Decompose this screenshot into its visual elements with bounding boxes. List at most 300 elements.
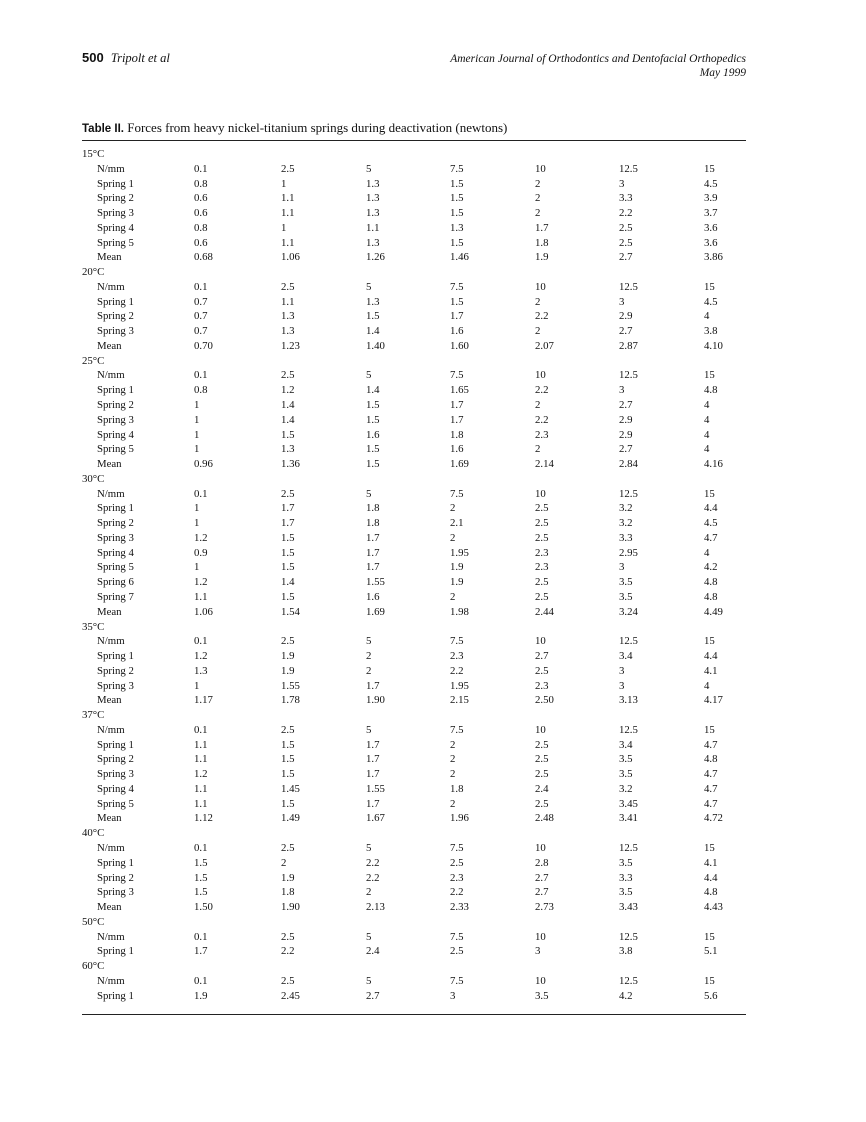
- table-cell: 0.1: [194, 841, 208, 854]
- table-cell: 0.70: [194, 339, 213, 352]
- temperature-row: [82, 147, 746, 162]
- table-cell: 1.5: [281, 561, 295, 574]
- table-cell: 2.7: [535, 886, 549, 899]
- table-cell: 12.5: [619, 487, 638, 500]
- table-cell: 3: [619, 679, 625, 692]
- table-cell: 2.9: [619, 413, 633, 426]
- table-cell: 1.5: [366, 458, 380, 471]
- table-cell: 1.5: [194, 886, 208, 899]
- table-cell: 1.9: [281, 664, 295, 677]
- row-label: Spring 7: [97, 590, 134, 603]
- table-cell: 4: [704, 546, 710, 559]
- spring-row: [82, 664, 746, 679]
- row-label: N/mm: [97, 723, 125, 736]
- table-cell: 2.5: [450, 856, 464, 869]
- table-cell: 2: [535, 443, 541, 456]
- mean-row: [82, 457, 746, 472]
- row-label: N/mm: [97, 162, 125, 175]
- table-cell: 4.49: [704, 605, 723, 618]
- table-cell: 1.7: [366, 738, 380, 751]
- row-label: Mean: [97, 901, 122, 914]
- table-cell: 3.3: [619, 192, 633, 205]
- table-cell: 1.3: [281, 310, 295, 323]
- table-cell: 3.41: [619, 812, 638, 825]
- table-cell: 4: [704, 443, 710, 456]
- units-row: [82, 487, 746, 502]
- table-cell: 1.6: [450, 443, 464, 456]
- table-cell: 1.8: [450, 428, 464, 441]
- table-cell: 0.1: [194, 162, 208, 175]
- table-cell: 1.1: [281, 192, 295, 205]
- spring-row: [82, 221, 746, 236]
- table-cell: 10: [535, 841, 546, 854]
- spring-row: [82, 752, 746, 767]
- table-cell: 1.69: [450, 458, 469, 471]
- header-right: [450, 52, 746, 80]
- table-cell: 3.6: [704, 236, 718, 249]
- table-cell: 1.06: [281, 251, 300, 264]
- table-cell: 15: [704, 162, 715, 175]
- table-cell: 1.55: [366, 782, 385, 795]
- table-cell: 1.4: [366, 325, 380, 338]
- table-cell: 1.40: [366, 339, 385, 352]
- table-cell: 1.7: [281, 502, 295, 515]
- table-cell: 2.9: [619, 428, 633, 441]
- row-label: Spring 1: [97, 295, 134, 308]
- table-cell: 5: [366, 487, 372, 500]
- table-cell: 2.7: [619, 325, 633, 338]
- table-cell: 4.5: [704, 295, 718, 308]
- table-cell: 1.7: [366, 768, 380, 781]
- row-label: Spring 2: [97, 310, 134, 323]
- table-cell: 1.7: [450, 310, 464, 323]
- row-label: Spring 2: [97, 517, 134, 530]
- table-cell: 0.8: [194, 384, 208, 397]
- table-cell: 2.2: [535, 384, 549, 397]
- table-cell: 3: [619, 177, 625, 190]
- table-cell: 2.7: [619, 251, 633, 264]
- table-cell: 5: [366, 162, 372, 175]
- table-cell: 2.5: [535, 738, 549, 751]
- row-label: Mean: [97, 458, 122, 471]
- table-cell: 1: [194, 399, 200, 412]
- table-cell: 12.5: [619, 974, 638, 987]
- table-cell: 2.5: [619, 221, 633, 234]
- table-cell: 4.1: [704, 856, 718, 869]
- table-cell: 2.33: [450, 901, 469, 914]
- table-cell: 1.5: [366, 443, 380, 456]
- table-cell: 1.5: [450, 295, 464, 308]
- table-cell: 2.48: [535, 812, 554, 825]
- spring-row: [82, 309, 746, 324]
- table-cell: 2.50: [535, 694, 554, 707]
- row-label: N/mm: [97, 974, 125, 987]
- table-cell: 15: [704, 930, 715, 943]
- table-cell: 4: [704, 310, 710, 323]
- table-cell: 4.8: [704, 576, 718, 589]
- row-label: Spring 3: [97, 886, 134, 899]
- spring-row: [82, 236, 746, 251]
- row-label: Spring 5: [97, 443, 134, 456]
- temperature-row: [82, 620, 746, 635]
- table-cell: 1.6: [450, 325, 464, 338]
- table-cell: 5: [366, 723, 372, 736]
- table-cell: 4.16: [704, 458, 723, 471]
- spring-row: [82, 560, 746, 575]
- spring-row: [82, 575, 746, 590]
- table-cell: 12.5: [619, 369, 638, 382]
- row-label: N/mm: [97, 635, 125, 648]
- table-cell: 3.9: [704, 192, 718, 205]
- table-cell: 1.4: [281, 399, 295, 412]
- table-cell: 1.78: [281, 694, 300, 707]
- table-cell: 4.8: [704, 753, 718, 766]
- table-cell: 2.73: [535, 901, 554, 914]
- table-cell: 15: [704, 280, 715, 293]
- table-cell: 10: [535, 162, 546, 175]
- table-cell: 3.43: [619, 901, 638, 914]
- table-cell: 5: [366, 841, 372, 854]
- table-cell: 1.90: [281, 901, 300, 914]
- spring-row: [82, 501, 746, 516]
- row-label: Mean: [97, 694, 122, 707]
- table-cell: 2.5: [535, 576, 549, 589]
- table-cell: 2.9: [619, 310, 633, 323]
- spring-row: [82, 989, 746, 1004]
- mean-row: [82, 693, 746, 708]
- table-cell: 1.1: [194, 753, 208, 766]
- table-label: Table II.: [82, 123, 124, 135]
- row-label: Spring 1: [97, 856, 134, 869]
- spring-row: [82, 428, 746, 443]
- table-cell: 5: [366, 635, 372, 648]
- table-bottom-rule: [82, 1014, 746, 1015]
- table-cell: 1.1: [281, 207, 295, 220]
- table-cell: 2.5: [535, 502, 549, 515]
- table-cell: 1.12: [194, 812, 213, 825]
- table-cell: 2.7: [535, 871, 549, 884]
- table-cell: 2.13: [366, 901, 385, 914]
- table-cell: 2.2: [366, 856, 380, 869]
- table-cell: 1.5: [281, 753, 295, 766]
- table-cell: 5.1: [704, 945, 718, 958]
- row-label: Spring 1: [97, 989, 134, 1002]
- table-cell: 5: [366, 974, 372, 987]
- temperature-label: 25°C: [82, 354, 105, 367]
- table-cell: 2.7: [366, 989, 380, 1002]
- spring-row: [82, 531, 746, 546]
- journal-name: American Journal of Orthodontics and Dentofacial Orthopedics: [450, 53, 746, 65]
- table-cell: 3.4: [619, 738, 633, 751]
- row-label: Spring 4: [97, 428, 134, 441]
- table-cell: 10: [535, 930, 546, 943]
- table-cell: 1.5: [281, 738, 295, 751]
- table-cell: 2.5: [281, 487, 295, 500]
- spring-row: [82, 590, 746, 605]
- table-cell: 0.1: [194, 930, 208, 943]
- units-row: [82, 723, 746, 738]
- table-cell: 1.9: [535, 251, 549, 264]
- row-label: Spring 4: [97, 221, 134, 234]
- table-cell: 1.3: [450, 221, 464, 234]
- table-cell: 10: [535, 723, 546, 736]
- table-cell: 2.5: [281, 841, 295, 854]
- table-cell: 1.55: [281, 679, 300, 692]
- table-cell: 15: [704, 723, 715, 736]
- table-cell: 4.7: [704, 797, 718, 810]
- table-cell: 3: [619, 561, 625, 574]
- spring-row: [82, 885, 746, 900]
- table-cell: 1.7: [366, 753, 380, 766]
- row-label: Spring 3: [97, 207, 134, 220]
- table-cell: 2.3: [535, 428, 549, 441]
- table-cell: 2: [450, 753, 456, 766]
- table-cell: 2: [281, 856, 287, 869]
- table-cell: 1: [194, 517, 200, 530]
- table-cell: 2.5: [535, 768, 549, 781]
- table-cell: 4.43: [704, 901, 723, 914]
- table-cell: 15: [704, 974, 715, 987]
- table-cell: 12.5: [619, 930, 638, 943]
- table-cell: 2.2: [535, 310, 549, 323]
- table-cell: 1.2: [194, 650, 208, 663]
- table-cell: 1: [194, 679, 200, 692]
- row-label: Spring 2: [97, 753, 134, 766]
- table-cell: 2.45: [281, 989, 300, 1002]
- table-cell: 1.7: [366, 797, 380, 810]
- table-cell: 7.5: [450, 162, 464, 175]
- table-cell: 1.4: [281, 413, 295, 426]
- forces-table: [82, 147, 746, 1003]
- table-cell: 2.7: [535, 650, 549, 663]
- temperature-label: 15°C: [82, 148, 105, 160]
- table-cell: 1.17: [194, 694, 213, 707]
- units-row: [82, 634, 746, 649]
- table-cell: 1.7: [194, 945, 208, 958]
- mean-row: [82, 900, 746, 915]
- table-cell: 2: [535, 177, 541, 190]
- table-cell: 4.5: [704, 177, 718, 190]
- table-cell: 2: [535, 192, 541, 205]
- table-cell: 2: [450, 502, 456, 515]
- table-cell: 7.5: [450, 635, 464, 648]
- spring-row: [82, 324, 746, 339]
- temperature-label: 60°C: [82, 960, 105, 973]
- table-cell: 4.10: [704, 339, 723, 352]
- table-cell: 2.2: [281, 945, 295, 958]
- table-cell: 1.7: [366, 679, 380, 692]
- row-label: Spring 1: [97, 738, 134, 751]
- table-cell: 3.4: [619, 650, 633, 663]
- table-cell: 1.69: [366, 605, 385, 618]
- table-cell: 1.5: [450, 207, 464, 220]
- table-cell: 1.7: [535, 221, 549, 234]
- table-cell: 1.8: [450, 782, 464, 795]
- table-cell: 0.1: [194, 280, 208, 293]
- table-cell: 1.90: [366, 694, 385, 707]
- header-left: [82, 50, 170, 66]
- table-cell: 2.44: [535, 605, 554, 618]
- table-cell: 1.7: [450, 413, 464, 426]
- temperature-row: [82, 959, 746, 974]
- row-label: N/mm: [97, 841, 125, 854]
- table-cell: 0.7: [194, 310, 208, 323]
- row-label: Spring 1: [97, 650, 134, 663]
- units-row: [82, 368, 746, 383]
- table-cell: 2.5: [281, 280, 295, 293]
- table-cell: 1.55: [366, 576, 385, 589]
- table-cell: 2.5: [535, 797, 549, 810]
- row-label: Spring 3: [97, 413, 134, 426]
- table-cell: 0.1: [194, 369, 208, 382]
- table-cell: 2: [535, 207, 541, 220]
- table-cell: 1.8: [535, 236, 549, 249]
- table-cell: 2.14: [535, 458, 554, 471]
- row-label: N/mm: [97, 280, 125, 293]
- table-cell: 3.5: [619, 576, 633, 589]
- row-label: Mean: [97, 339, 122, 352]
- table-cell: 1.67: [366, 812, 385, 825]
- spring-row: [82, 516, 746, 531]
- table-cell: 2.5: [535, 531, 549, 544]
- table-cell: 1.1: [194, 797, 208, 810]
- table-cell: 3.3: [619, 871, 633, 884]
- table-cell: 0.6: [194, 236, 208, 249]
- row-label: Spring 2: [97, 399, 134, 412]
- table-cell: 3.8: [619, 945, 633, 958]
- table-cell: 10: [535, 280, 546, 293]
- table-cell: 1.9: [450, 561, 464, 574]
- table-top-rule: [82, 140, 746, 141]
- row-label: Spring 3: [97, 531, 134, 544]
- table-cell: 1.7: [366, 531, 380, 544]
- spring-row: [82, 871, 746, 886]
- units-row: [82, 162, 746, 177]
- table-cell: 2.4: [535, 782, 549, 795]
- table-cell: 1.3: [281, 325, 295, 338]
- table-cell: 1.9: [450, 576, 464, 589]
- temperature-label: 37°C: [82, 709, 105, 722]
- table-cell: 0.1: [194, 974, 208, 987]
- table-cell: 1.50: [194, 901, 213, 914]
- table-cell: 2.5: [281, 974, 295, 987]
- temperature-label: 35°C: [82, 620, 105, 633]
- table-cell: 2: [450, 768, 456, 781]
- table-cell: 1.6: [366, 590, 380, 603]
- table-cell: 1: [194, 561, 200, 574]
- table-cell: 1.3: [366, 236, 380, 249]
- table-cell: 2.5: [450, 945, 464, 958]
- table-cell: 3.6: [704, 221, 718, 234]
- table-cell: 1.3: [281, 443, 295, 456]
- table-cell: 1: [194, 443, 200, 456]
- table-cell: 0.7: [194, 325, 208, 338]
- table-cell: 2.5: [535, 517, 549, 530]
- table-cell: 1.5: [450, 192, 464, 205]
- mean-row: [82, 811, 746, 826]
- table-cell: 1.60: [450, 339, 469, 352]
- table-cell: 2: [450, 531, 456, 544]
- table-cell: 4: [704, 413, 710, 426]
- table-cell: 3: [619, 295, 625, 308]
- spring-row: [82, 797, 746, 812]
- spring-row: [82, 649, 746, 664]
- table-cell: 1.7: [450, 399, 464, 412]
- table-cell: 2.84: [619, 458, 638, 471]
- table-cell: 0.68: [194, 251, 213, 264]
- table-cell: 3: [450, 989, 456, 1002]
- row-label: Spring 5: [97, 236, 134, 249]
- row-label: Spring 5: [97, 561, 134, 574]
- row-label: Mean: [97, 605, 122, 618]
- table-cell: 3.5: [619, 768, 633, 781]
- table-cell: 2.5: [535, 664, 549, 677]
- table-cell: 0.6: [194, 192, 208, 205]
- spring-row: [82, 295, 746, 310]
- row-label: Spring 2: [97, 871, 134, 884]
- table-cell: 5: [366, 930, 372, 943]
- table-cell: 15: [704, 841, 715, 854]
- running-authors: Tripolt et al: [110, 51, 170, 65]
- table-cell: 4.8: [704, 590, 718, 603]
- spring-row: [82, 767, 746, 782]
- mean-row: [82, 605, 746, 620]
- row-label: N/mm: [97, 487, 125, 500]
- table-cell: 2: [450, 590, 456, 603]
- temperature-label: 30°C: [82, 472, 105, 485]
- table-cell: 1.1: [194, 738, 208, 751]
- table-cell: 1.06: [194, 605, 213, 618]
- table-cell: 3.2: [619, 502, 633, 515]
- row-label: Spring 6: [97, 576, 134, 589]
- table-cell: 15: [704, 635, 715, 648]
- table-cell: 12.5: [619, 841, 638, 854]
- table-cell: 4.1: [704, 664, 718, 677]
- table-cell: 2.3: [535, 679, 549, 692]
- table-cell: 4.5: [704, 517, 718, 530]
- table-cell: 15: [704, 487, 715, 500]
- table-cell: 1.2: [194, 768, 208, 781]
- table-cell: 1.5: [281, 428, 295, 441]
- table-cell: 1.2: [194, 531, 208, 544]
- table-cell: 7.5: [450, 930, 464, 943]
- table-cell: 0.6: [194, 207, 208, 220]
- table-cell: 5.6: [704, 989, 718, 1002]
- table-cell: 1.5: [450, 177, 464, 190]
- row-label: Mean: [97, 251, 122, 264]
- table-cell: 7.5: [450, 841, 464, 854]
- spring-row: [82, 546, 746, 561]
- table-cell: 1.5: [194, 856, 208, 869]
- table-cell: 10: [535, 369, 546, 382]
- temperature-row: [82, 265, 746, 280]
- table-cell: 4.4: [704, 871, 718, 884]
- table-cell: 3.5: [619, 590, 633, 603]
- table-cell: 4: [704, 428, 710, 441]
- table-cell: 1.46: [450, 251, 469, 264]
- table-cell: 1.5: [281, 768, 295, 781]
- table-cell: 1.8: [366, 502, 380, 515]
- table-cell: 1: [281, 221, 287, 234]
- table-cell: 1.26: [366, 251, 385, 264]
- row-label: Spring 1: [97, 945, 134, 958]
- table-cell: 2.5: [281, 635, 295, 648]
- table-cell: 12.5: [619, 723, 638, 736]
- temperature-row: [82, 708, 746, 723]
- table-cell: 0.1: [194, 635, 208, 648]
- table-cell: 1.5: [281, 797, 295, 810]
- table-cell: 1.45: [281, 782, 300, 795]
